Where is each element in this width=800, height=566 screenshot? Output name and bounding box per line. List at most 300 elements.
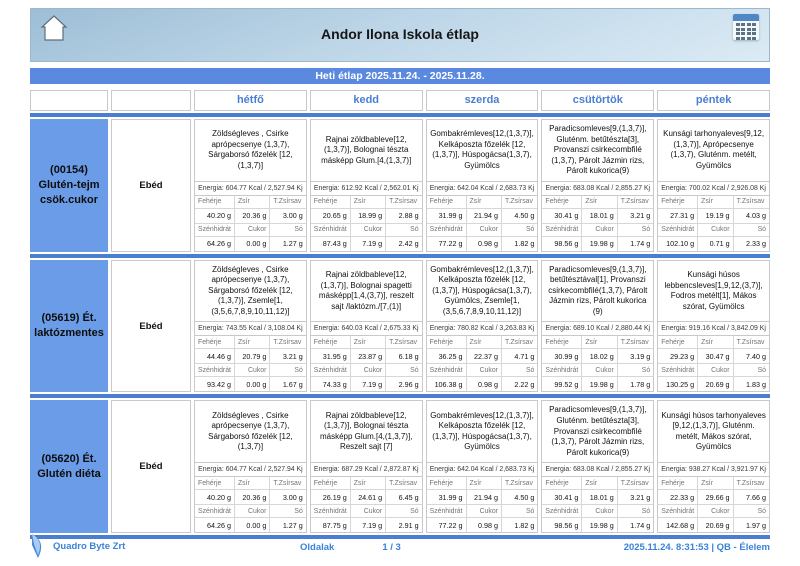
menu-cell — [310, 119, 423, 252]
diet-row — [30, 119, 770, 252]
nutrient-value: 1.82 g — [514, 520, 535, 530]
footer-timestamp: 2025.11.24. 8:31:53 | QB - Élelem — [623, 542, 770, 553]
nutrient-label: Só — [618, 505, 653, 518]
nutrient-value: 4.50 g — [502, 209, 537, 224]
nutrient-value: 44.46 g — [195, 349, 235, 364]
energy-row — [311, 181, 422, 196]
nutrient-label: Szénhidrát — [311, 224, 351, 237]
nutrient-label: Zsír — [582, 477, 617, 490]
nutrient-label: Fehérje — [427, 477, 467, 490]
nutrient-label: T.Zsírsav — [502, 336, 537, 349]
energy-row — [195, 181, 306, 196]
nutrient-value: 7.66 g — [734, 490, 769, 505]
menu-cell — [541, 400, 654, 533]
nutrient-label: Fehérje — [542, 196, 582, 209]
nutrient-value: 30.41 g — [542, 490, 582, 505]
nutrient-label: Só — [618, 364, 653, 377]
nutrient-value: 24.61 g — [351, 490, 386, 505]
energy-row — [195, 462, 306, 477]
nutrient-value: 20.69 g — [698, 377, 733, 391]
nutrition-grid — [542, 196, 653, 251]
menu-cell — [310, 260, 423, 393]
nutrient-value: 6.45 g — [386, 490, 421, 505]
nutrition-grid — [195, 196, 306, 251]
energy-row — [195, 321, 306, 336]
energy-label: Energia: — [313, 184, 340, 192]
nutrient-value: 31.99 g — [427, 209, 467, 224]
nutrient-value: 0.00 g — [235, 237, 270, 251]
energy-row — [311, 462, 422, 477]
row-separator — [30, 394, 770, 398]
nutrient-value: 19.98 g — [582, 237, 617, 251]
nutrient-value: 77.22 g — [427, 237, 467, 251]
nutrient-label: Só — [502, 364, 537, 377]
calendar-icon-grid — [733, 21, 759, 40]
nutrient-label: Cukor — [467, 224, 502, 237]
calendar-icon[interactable] — [733, 14, 761, 44]
nutrient-label: Só — [734, 364, 769, 377]
energy-label: Energia: — [429, 325, 456, 333]
nutrient-value: 2.22 g — [514, 379, 535, 389]
diet-label: (05619) Ét. laktózmentes — [30, 260, 108, 393]
energy-row — [311, 321, 422, 336]
nutrient-label: Só — [270, 364, 305, 377]
calendar-icon-header — [733, 14, 759, 21]
nutrient-value: 1.83 g — [746, 379, 766, 389]
menu-text: Gombakrémleves[12,(1,3,7)], Kelkáposzta főzelék [12, (1,3,7)], Húspogácsa(1,3,7), Gyümölcs — [430, 410, 534, 452]
energy-label: Energia: — [313, 325, 340, 333]
energy-label: Energia: — [545, 466, 572, 474]
menu-cell — [657, 119, 770, 252]
day-header-wednesday: szerda — [426, 90, 539, 111]
nutrient-label: Só — [386, 224, 421, 237]
nutrient-value: 29.23 g — [658, 349, 698, 364]
energy-label: Energia: — [198, 184, 224, 192]
nutrient-label: Szénhidrát — [427, 224, 467, 237]
nutrient-label: Cukor — [235, 364, 270, 377]
menu-cell — [426, 260, 539, 393]
nutrient-value: 0.00 g — [235, 377, 270, 391]
nutrient-label: Fehérje — [195, 477, 235, 490]
nutrient-label: Só — [386, 505, 421, 518]
nutrient-value: 2.88 g — [386, 209, 421, 224]
energy-value: 640.03 Kcal / 2,675.33 Kj — [341, 325, 419, 333]
nutrient-label: Fehérje — [542, 477, 582, 490]
menu-cell — [426, 119, 539, 252]
nutrient-label: Cukor — [351, 224, 386, 237]
nutrient-label: Zsír — [235, 196, 270, 209]
nutrient-value: 1.27 g — [282, 239, 303, 249]
nutrient-label: Só — [270, 224, 305, 237]
nutrient-value: 40.20 g — [195, 209, 235, 224]
diet-row — [30, 400, 770, 533]
energy-value: 683.08 Kcal / 2,855.27 Kj — [573, 184, 651, 192]
nutrient-value: 19.19 g — [698, 209, 733, 224]
nutrient-label: Fehérje — [658, 196, 698, 209]
nutrient-value: 1.74 g — [630, 520, 651, 530]
nutrient-label: T.Zsírsav — [386, 336, 421, 349]
nutrient-label: Szénhidrát — [311, 364, 351, 377]
nutrient-value: 18.99 g — [351, 209, 386, 224]
nutrient-label: T.Zsírsav — [386, 477, 421, 490]
nutrient-label: Zsír — [582, 336, 617, 349]
nutrient-value: 7.19 g — [351, 377, 386, 391]
energy-row — [658, 181, 769, 196]
nutrient-value: 29.66 g — [698, 490, 733, 505]
energy-label: Energia: — [429, 466, 456, 474]
nutrient-value: 7.19 g — [351, 237, 386, 251]
nutrient-label: Zsír — [467, 336, 502, 349]
nutrient-label: Zsír — [235, 477, 270, 490]
energy-label: Energia: — [545, 184, 572, 192]
nutrient-label: Zsír — [698, 196, 733, 209]
nutrient-label: Szénhidrát — [427, 364, 467, 377]
energy-value: 612.92 Kcal / 2,562.01 Kj — [341, 184, 419, 192]
nutrient-label: Fehérje — [658, 477, 698, 490]
nutrient-value: 36.25 g — [427, 349, 467, 364]
nutrient-value: 3.00 g — [270, 209, 305, 224]
menu-cell — [541, 260, 654, 393]
nutrient-value: 40.20 g — [195, 490, 235, 505]
nutrient-value: 30.41 g — [542, 209, 582, 224]
day-header-row — [30, 90, 770, 111]
nutrient-label: Szénhidrát — [195, 224, 235, 237]
nutrient-label: Só — [618, 224, 653, 237]
nutrient-label: Fehérje — [195, 336, 235, 349]
nutrient-label: Zsír — [698, 336, 733, 349]
nutrient-label: Fehérje — [195, 196, 235, 209]
nutrient-value: 1.74 g — [630, 239, 651, 249]
nutrient-value: 19.98 g — [582, 377, 617, 391]
nutrient-value: 3.21 g — [618, 209, 653, 224]
nutrient-label: T.Zsírsav — [618, 477, 653, 490]
nutrient-label: Só — [270, 505, 305, 518]
nutrient-value: 2.96 g — [398, 379, 419, 389]
energy-value: 743.55 Kcal / 3,108.04 Kj — [225, 325, 303, 333]
nutrient-value: 31.99 g — [427, 490, 467, 505]
menu-cell — [194, 260, 307, 393]
nutrition-grid — [311, 336, 422, 391]
menu-text: Zöldségleves , Csirke aprópecsenye (1,3,7), Sárgaborsó főzelék [12, (1,3,7)] — [208, 410, 293, 452]
energy-label: Energia: — [661, 184, 687, 192]
energy-row — [427, 462, 538, 477]
energy-value: 604.77 Kcal / 2,527.94 Kj — [225, 466, 303, 474]
nutrition-grid — [427, 336, 538, 391]
menu-text: Kunsági húsos lebbencsleves[1,9,12,(3,7)], Fodros metélt[1], Mákos szórat, Gyümölcs — [664, 270, 763, 311]
menu-text: Gombakrémleves[12,(1,3,7)], Kelkáposzta főzelék [12, (1,3,7)], Húspogácsa(1,3,7), Gyümölcs, Zsemle[1, (3,5,6,7,8,9,10,11,12)] — [430, 264, 534, 316]
nutrient-value: 93.42 g — [195, 377, 235, 391]
nutrient-value: 64.26 g — [195, 237, 235, 251]
energy-value: 683.08 Kcal / 2,855.27 Kj — [573, 466, 651, 474]
nutrient-label: Zsír — [698, 477, 733, 490]
nutrient-label: Cukor — [235, 224, 270, 237]
menu-cell — [194, 119, 307, 252]
nutrient-label: Cukor — [467, 505, 502, 518]
nutrient-label: Zsír — [235, 336, 270, 349]
nutrient-label: Szénhidrát — [658, 224, 698, 237]
corner-cell-meal — [111, 90, 191, 111]
footer-center — [300, 542, 401, 553]
energy-row — [427, 181, 538, 196]
nutrient-label: Só — [734, 224, 769, 237]
nutrient-label: Zsír — [582, 196, 617, 209]
menu-text: Kunsági húsos tarhonyaleves [9,12,(1,3,7)], Gluténm. metélt, Mákos szórat, Gyümölcs — [661, 410, 766, 452]
nutrient-value: 21.94 g — [467, 209, 502, 224]
nutrient-value: 7.19 g — [351, 518, 386, 532]
nutrient-label: T.Zsírsav — [502, 196, 537, 209]
nutrient-value: 20.36 g — [235, 490, 270, 505]
energy-value: 642.04 Kcal / 2,683.73 Kj — [457, 184, 535, 192]
energy-label: Energia: — [661, 325, 687, 333]
nutrient-value: 7.40 g — [734, 349, 769, 364]
nutrient-value: 102.10 g — [658, 237, 698, 251]
nutrient-value: 3.21 g — [618, 490, 653, 505]
footer — [30, 533, 770, 561]
menu-cell — [657, 260, 770, 393]
nutrient-label: T.Zsírsav — [734, 196, 769, 209]
energy-value: 689.10 Kcal / 2,880.44 Kj — [573, 325, 651, 333]
row-separator — [30, 113, 770, 117]
nutrient-label: Fehérje — [427, 336, 467, 349]
nutrient-label: T.Zsírsav — [618, 196, 653, 209]
nutrient-value: 23.87 g — [351, 349, 386, 364]
nutrient-label: Cukor — [351, 364, 386, 377]
nutrient-label: Fehérje — [311, 477, 351, 490]
nutrient-value: 18.01 g — [582, 209, 617, 224]
nutrition-grid — [542, 477, 653, 532]
footer-company: Quadro Byte Zrt — [53, 540, 126, 552]
menu-text: Gombakrémleves[12,(1,3,7)], Kelkáposzta főzelék [12, (1,3,7)], Húspogácsa(1,3,7), Gyümölcs — [430, 129, 534, 170]
energy-value: 780.82 Kcal / 3,263.83 Kj — [457, 325, 535, 333]
energy-row — [542, 181, 653, 196]
energy-row — [542, 321, 653, 336]
nutrient-value: 20.79 g — [235, 349, 270, 364]
nutrient-value: 87.75 g — [311, 518, 351, 532]
page-title: Andor Ilona Iskola étlap — [321, 26, 479, 42]
nutrient-label: Cukor — [467, 364, 502, 377]
nutrient-label: Szénhidrát — [658, 364, 698, 377]
nutrient-label: Zsír — [351, 196, 386, 209]
nutrient-value: 98.56 g — [542, 518, 582, 532]
nutrient-value: 20.65 g — [311, 209, 351, 224]
energy-row — [658, 321, 769, 336]
nutrient-label: Cukor — [582, 224, 617, 237]
menu-text: Rajnai zöldbableve[12, (1,3,7)], Bolognai tészta másképp Glum.[4,(1,3,7)] — [321, 134, 412, 165]
nutrient-value: 4.71 g — [502, 349, 537, 364]
nutrient-value: 2.42 g — [398, 239, 419, 249]
footer-left — [30, 533, 125, 559]
nutrient-value: 18.02 g — [582, 349, 617, 364]
menu-table — [30, 90, 770, 541]
nutrient-label: T.Zsírsav — [386, 196, 421, 209]
energy-value: 687.29 Kcal / 2,872.87 Kj — [341, 466, 419, 474]
nutrient-value: 0.00 g — [235, 518, 270, 532]
quadro-logo-icon — [30, 533, 45, 559]
nutrient-value: 99.52 g — [542, 377, 582, 391]
nutrient-label: Szénhidrát — [195, 505, 235, 518]
nutrient-value: 3.19 g — [618, 349, 653, 364]
nutrition-grid — [427, 477, 538, 532]
nutrient-label: T.Zsírsav — [270, 336, 305, 349]
energy-value: 642.04 Kcal / 2,683.73 Kj — [457, 466, 535, 474]
menu-text: Paradicsomleves[9,(1,3,7)], betűtésztával[1], Provanszi csirkecombfilé(1,3,7), Párolt Jázmin rizs, Párolt kukorica (9) — [548, 264, 648, 316]
nutrient-value: 21.94 g — [467, 490, 502, 505]
nutrient-label: Fehérje — [658, 336, 698, 349]
nutrition-grid — [195, 477, 306, 532]
diet-label: (00154) Glutén-tejm csök.cukor — [30, 119, 108, 252]
nutrient-label: Szénhidrát — [542, 364, 582, 377]
nutrient-value: 0.98 g — [467, 237, 502, 251]
nutrient-value: 22.33 g — [658, 490, 698, 505]
nutrient-value: 30.47 g — [698, 349, 733, 364]
nutrient-label: Cukor — [235, 505, 270, 518]
nutrient-value: 1.97 g — [746, 520, 766, 530]
nutrient-value: 30.99 g — [542, 349, 582, 364]
menu-cell — [194, 400, 307, 533]
nutrient-value: 1.82 g — [514, 239, 535, 249]
nutrient-value: 98.56 g — [542, 237, 582, 251]
week-title-bar: Heti étlap 2025.11.24. - 2025.11.28. — [30, 68, 770, 84]
nutrient-label: Szénhidrát — [542, 505, 582, 518]
energy-label: Energia: — [198, 466, 224, 474]
nutrient-value: 0.98 g — [467, 518, 502, 532]
nutrient-value: 19.98 g — [582, 518, 617, 532]
nutrient-value: 0.71 g — [698, 237, 733, 251]
nutrient-label: Cukor — [698, 505, 733, 518]
nutrient-value: 6.18 g — [386, 349, 421, 364]
nutrient-label: Zsír — [351, 336, 386, 349]
menu-text: Paradicsomleves[9,(1,3,7)], Gluténm. betűtészta[3], Provanszi csirkecombfilé (1,3,7), Párolt Jázmin rizs, Párolt kukorica(9) — [549, 405, 647, 457]
calendar-icon-body — [733, 14, 759, 40]
day-header-thursday: csütörtök — [541, 90, 654, 111]
menu-text: Zöldségleves , Csirke aprópecsenye (1,3,7), Sárgaborsó főzelék [12, (1,3,7)] — [208, 129, 293, 170]
nutrient-value: 2.91 g — [398, 520, 419, 530]
nutrient-label: T.Zsírsav — [618, 336, 653, 349]
nutrient-value: 27.31 g — [658, 209, 698, 224]
nutrient-value: 106.38 g — [427, 377, 467, 391]
nutrient-label: Cukor — [582, 505, 617, 518]
footer-page-info: 1 / 3 — [382, 542, 401, 553]
nutrition-grid — [658, 336, 769, 391]
nutrient-value: 130.25 g — [658, 377, 698, 391]
menu-cell — [657, 400, 770, 533]
footer-pages-label: Oldalak — [300, 542, 335, 553]
nutrition-grid — [311, 477, 422, 532]
energy-label: Energia: — [313, 466, 340, 474]
nutrient-value: 0.98 g — [467, 377, 502, 391]
nutrient-label: Fehérje — [542, 336, 582, 349]
energy-value: 604.77 Kcal / 2,527.94 Kj — [225, 184, 303, 192]
nutrient-value: 64.26 g — [195, 518, 235, 532]
nutrient-value: 26.19 g — [311, 490, 351, 505]
nutrient-label: Szénhidrát — [195, 364, 235, 377]
menu-text: Paradicsomleves[9,(1,3,7)], Gluténm. betűtészta[3], Provanszi csirkecombfilé (1,3,7), Párolt Jázmin rizs, Párolt kukorica(9) — [549, 124, 647, 176]
nutrient-value: 1.67 g — [282, 379, 303, 389]
nutrient-label: Szénhidrát — [542, 224, 582, 237]
energy-row — [427, 321, 538, 336]
menu-cell — [426, 400, 539, 533]
nutrient-label: T.Zsírsav — [734, 477, 769, 490]
nutrient-label: Fehérje — [311, 336, 351, 349]
nutrient-label: Só — [502, 224, 537, 237]
nutrient-value: 77.22 g — [427, 518, 467, 532]
corner-cell-diet — [30, 90, 108, 111]
nutrient-value: 3.00 g — [270, 490, 305, 505]
menu-text: Rajnai zöldbableve[12, (1,3,7)], Bolognai tészta másképp Glum.[4,(1,3,7)], Reszelt sajt [7] — [319, 410, 413, 452]
nutrition-grid — [311, 196, 422, 251]
nutrient-label: Cukor — [351, 505, 386, 518]
nutrient-label: Zsír — [351, 477, 386, 490]
nutrient-label: Fehérje — [311, 196, 351, 209]
meal-label: Ebéd — [111, 119, 191, 252]
nutrient-label: Cukor — [698, 364, 733, 377]
meal-label: Ebéd — [111, 260, 191, 393]
nutrient-value: 20.69 g — [698, 518, 733, 532]
nutrient-label: Só — [502, 505, 537, 518]
nutrition-grid — [195, 336, 306, 391]
energy-label: Energia: — [429, 184, 456, 192]
nutrient-label: Szénhidrát — [311, 505, 351, 518]
nutrient-value: 74.33 g — [311, 377, 351, 391]
diet-row — [30, 260, 770, 393]
day-header-monday: hétfő — [194, 90, 307, 111]
energy-value: 938.27 Kcal / 3,921.97 Kj — [688, 466, 766, 474]
nutrient-label: T.Zsírsav — [734, 336, 769, 349]
nutrient-value: 142.68 g — [658, 518, 698, 532]
meal-label: Ebéd — [111, 400, 191, 533]
day-header-tuesday: kedd — [310, 90, 423, 111]
energy-label: Energia: — [661, 466, 687, 474]
menu-text: Zöldségleves , Csirke aprópecsenye (1,3,7), Sárgaborsó főzelék [12, (1,3,7)], Zsemle[1, (3,5,6,7,8,9,10,11,12)] — [208, 264, 293, 316]
nutrient-value: 3.21 g — [270, 349, 305, 364]
nutrient-label: Cukor — [698, 224, 733, 237]
nutrient-value: 4.50 g — [502, 490, 537, 505]
energy-row — [542, 462, 653, 477]
row-separator — [30, 254, 770, 258]
nutrient-value: 1.27 g — [282, 520, 303, 530]
energy-label: Energia: — [198, 325, 224, 333]
energy-value: 700.02 Kcal / 2,926.08 Kj — [688, 184, 766, 192]
nutrient-label: Szénhidrát — [427, 505, 467, 518]
nutrition-grid — [658, 196, 769, 251]
menu-text: Rajnai zöldbableve[12, (1,3,7)], Bolognai spagetti másképp[1,4,(3,7)], reszelt sajt /laktózm./[7,(1)] — [318, 270, 414, 311]
nutrient-label: Cukor — [582, 364, 617, 377]
energy-value: 919.16 Kcal / 3,842.09 Kj — [688, 325, 766, 333]
nutrient-label: Fehérje — [427, 196, 467, 209]
nutrition-grid — [658, 477, 769, 532]
nutrient-value: 18.01 g — [582, 490, 617, 505]
menu-text: Kunsági tarhonyaleves[9,12, (1,3,7)], Aprópecsenye (1,3,7), Gluténm. metélt, Gyümölcs — [663, 129, 765, 170]
nutrient-value: 87.43 g — [311, 237, 351, 251]
energy-row — [658, 462, 769, 477]
menu-cell — [310, 400, 423, 533]
nutrient-value: 4.03 g — [734, 209, 769, 224]
nutrient-label: Só — [386, 364, 421, 377]
diet-label: (05620) Ét. Glutén diéta — [30, 400, 108, 533]
day-header-friday: péntek — [657, 90, 770, 111]
app-header — [30, 8, 770, 62]
nutrient-label: T.Zsírsav — [270, 196, 305, 209]
menu-cell — [541, 119, 654, 252]
nutrient-label: Szénhidrát — [658, 505, 698, 518]
nutrient-value: 1.78 g — [630, 379, 651, 389]
energy-label: Energia: — [545, 325, 572, 333]
nutrition-grid — [542, 336, 653, 391]
nutrient-label: Zsír — [467, 477, 502, 490]
nutrient-value: 20.36 g — [235, 209, 270, 224]
nutrient-value: 22.37 g — [467, 349, 502, 364]
nutrient-label: T.Zsírsav — [270, 477, 305, 490]
